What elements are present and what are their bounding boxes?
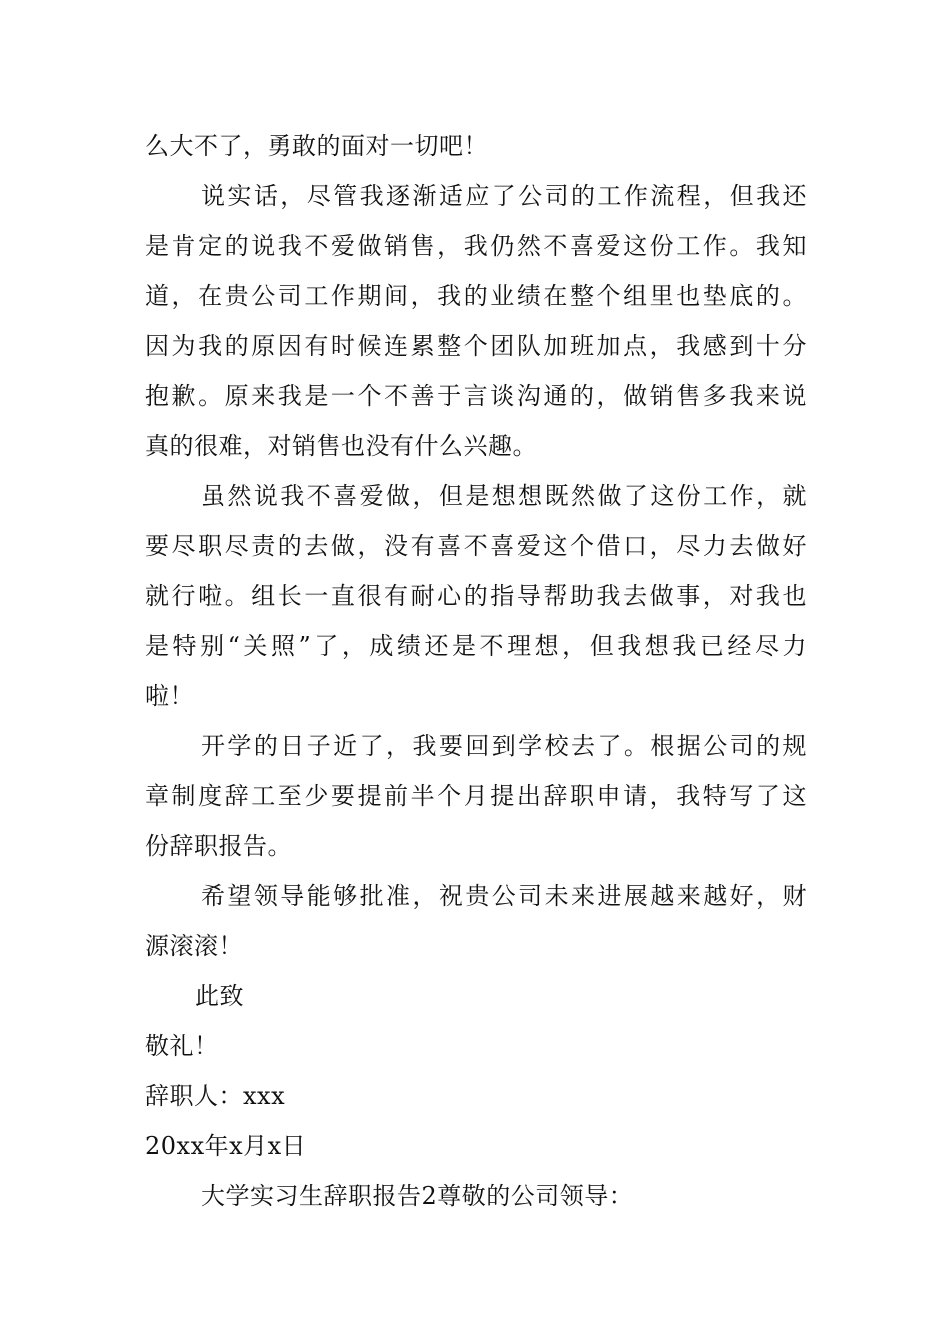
document-body [145,121,807,1221]
text-line: 因为我的原因有时候连累整个团队加班加点，我感到十分 [145,332,807,360]
text-line: 要尽职尽责的去做，没有喜不喜爱这个借口，尽力去做好 [145,532,807,560]
text-line: 么大不了，勇敢的面对一切吧！ [145,132,488,160]
text-line: 就行啦。组长一直很有耐心的指导帮助我去做事，对我也 [145,582,807,610]
text-line: 道，在贵公司工作期间，我的业绩在整个组里也垫底的。 [145,282,807,310]
closing-regards: 敬礼！ [145,1032,219,1060]
text-line: 抱歉。原来我是一个不善于言谈沟通的，做销售多我来说 [145,382,807,410]
text-line: 是肯定的说我不爱做销售，我仍然不喜爱这份工作。我知 [145,232,807,260]
text-line: 源滚滚！ [145,932,243,960]
text-line: 啦！ [145,682,194,710]
next-section-heading: 大学实习生辞职报告2尊敬的公司领导： [201,1182,634,1210]
paragraph-start-line: 希望领导能够批准，祝贵公司未来进展越来越好，财 [201,882,807,910]
text-line: 是特别“关照”了，成绩还是不理想，但我想我已经尽力 [145,632,807,660]
text-line: 份辞职报告。 [145,832,292,860]
text-line: 章制度辞工至少要提前半个月提出辞职申请，我特写了这 [145,782,807,810]
paragraph-start-line: 说实话，尽管我逐渐适应了公司的工作流程，但我还 [201,182,807,210]
paragraph-start-line: 开学的日子近了，我要回到学校去了。根据公司的规 [201,732,807,760]
date-line: 20xx年x月x日 [145,1132,307,1160]
paragraph-start-line: 虽然说我不喜爱做，但是想想既然做了这份工作，就 [201,482,807,510]
text-line: 真的很难，对销售也没有什么兴趣。 [145,432,537,460]
signature-line: 辞职人：xxx [145,1082,286,1110]
closing-salutation: 此致 [195,982,244,1010]
